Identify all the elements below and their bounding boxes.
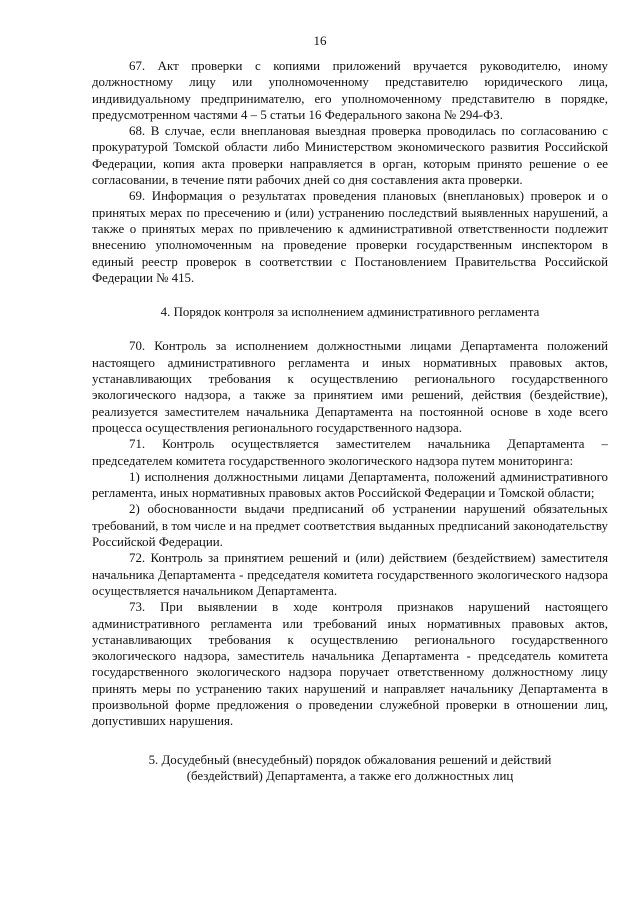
paragraph-71-item-1: 1) исполнения должностными лицами Департамента, положений административного регламента, иных нормативных правовых актов Российской Федерации и Томской области; xyxy=(92,469,608,501)
section-spacer xyxy=(92,286,608,304)
document-body xyxy=(92,58,608,784)
paragraph-71-item-2: 2) обоснованности выдачи предписаний об устранении нарушений обязательных требований, в том числе и на предмет соответствия выданных предписаний законодательству Российской Федерации. xyxy=(92,502,608,550)
paragraph-69: 69. Информация о результатах проведения плановых (внеплановых) проверок и о принятых мерах по пресечению и (или) устранению последствий выявленных нарушений, а также о принятых мерах по привлечению к административной ответственности подлежит внесению уполномоченным на проведение проверки государственным инспектором в единый реестр проверок в соответствии с Постановлением Правительства Российской Федерации № 415. xyxy=(92,189,608,285)
section-5-heading-line-2: (бездействий) Департамента, а также его должностных лиц xyxy=(186,768,514,783)
section-spacer xyxy=(92,320,608,338)
paragraph-68: 68. В случае, если внеплановая выездная проверка проводилась по согласованию с прокуратурой Томской области либо Министерством экономического развития Российской Федерации, копия акта проверки направляется в орган, которым принято решение о ее согласовании, в течение пяти рабочих дней со дня составления акта проверки. xyxy=(92,124,608,188)
paragraph-73: 73. При выявлении в ходе контроля признаков нарушений настоящего административного регламента или требований иных нормативных правовых актов, устанавливающих требования к осуществлению регионального государственного экологического надзора, заместитель начальника Департамента - председатель комитета государственного экологического надзора поручает ответственному должностному лицу принять меры по устранению таких нарушений и направляет начальнику Департамента в произвольной форме предложения о проведении служебной проверки в отношении лиц, допустивших нарушения. xyxy=(92,600,608,729)
paragraph-70: 70. Контроль за исполнением должностными лицами Департамента положений настоящего административного регламента и иных нормативных правовых актов, устанавливающих требования к осуществлению регионального государственного экологического надзора, а также за принятием ими решений, действия (бездействие), реализуется заместителем начальника Департамента на постоянной основе в ходе всего процесса осуществления регионального государственного надзора. xyxy=(92,339,608,435)
section-4-heading: 4. Порядок контроля за исполнением административного регламента xyxy=(160,305,540,320)
paragraph-71: 71. Контроль осуществляется заместителем начальника Департамента – председателем комитета государственного экологического надзора путем мониторинга: xyxy=(92,437,608,468)
paragraph-67: 67. Акт проверки с копиями приложений вручается руководителю, иному должностному лицу или уполномоченному представителю юридического лица, индивидуальному предпринимателю, его уполномоченному представителю в порядке, предусмотренном частями 4 – 5 статьи 16 Федерального закона № 294-ФЗ. xyxy=(92,59,608,122)
section-5-heading-line-1: 5. Досудебный (внесудебный) порядок обжалования решений и действий xyxy=(148,752,552,767)
section-spacer xyxy=(92,730,608,752)
page-number: 16 xyxy=(313,33,327,48)
paragraph-72: 72. Контроль за принятием решений и (или) действием (бездействием) заместителя начальника Департамента - председателя комитета государственного экологического надзора осуществляется начальником Департамента. xyxy=(92,551,608,598)
